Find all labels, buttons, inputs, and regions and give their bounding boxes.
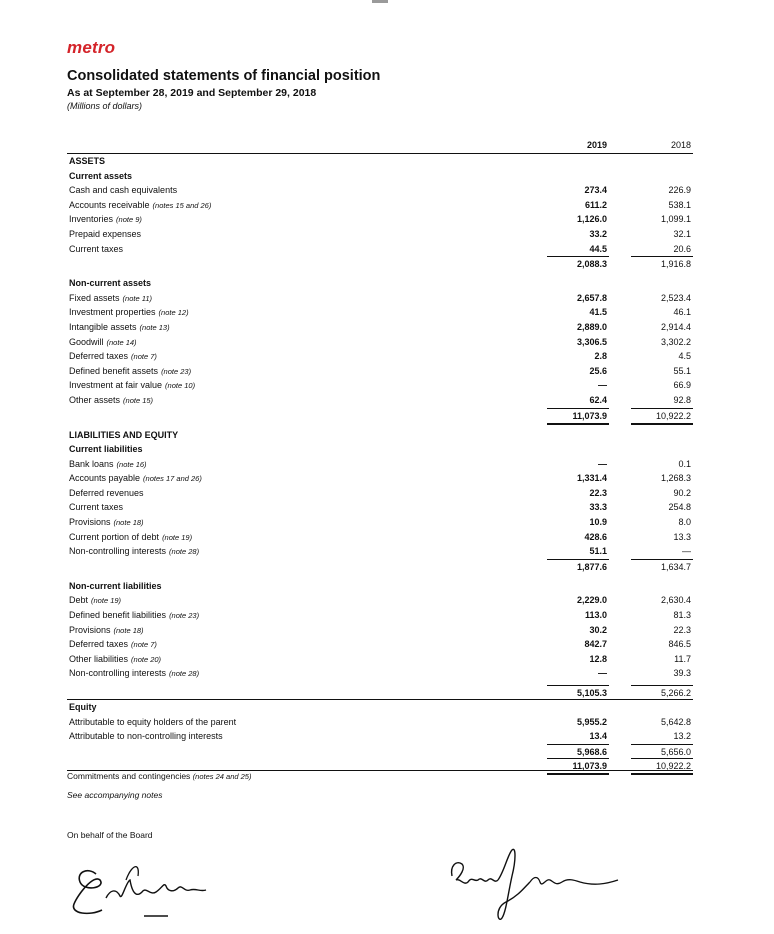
total-2018: 5,656.0: [631, 744, 693, 759]
table-row: [67, 530, 693, 545]
value-2019: 30.2: [589, 624, 607, 635]
value-2019: 5,955.2: [576, 716, 607, 727]
row-note-reference: (note 20): [131, 654, 162, 664]
noncurrent-assets-rows: [67, 291, 693, 408]
noncurrent-liabilities-heading-row: [67, 579, 693, 594]
value-2018: 2,523.4: [660, 292, 691, 303]
row-note-reference: (notes 17 and 26): [143, 474, 202, 484]
page-title: Consolidated statements of financial position: [67, 68, 381, 84]
row-label: [69, 637, 157, 653]
table-row: [67, 393, 693, 408]
row-label: [69, 378, 195, 394]
value-2019: 10.9: [589, 517, 607, 528]
row-label-text: Current taxes: [69, 502, 124, 513]
table-row: [67, 544, 693, 559]
noncurrent-liabilities-total: [67, 685, 693, 699]
row-label: [69, 349, 157, 365]
row-label: [69, 623, 144, 639]
row-label-text: Defined benefit assets: [69, 365, 159, 376]
value-2018: 20.6: [673, 243, 691, 254]
row-note-reference: (note 7): [131, 352, 157, 362]
value-2019: 2,229.0: [576, 595, 607, 606]
row-note-reference: (note 10): [165, 381, 196, 391]
value-2018: 13.3: [673, 531, 691, 542]
row-label-text: Current taxes: [69, 243, 124, 254]
row-label: [69, 457, 147, 473]
total-assets: [67, 408, 693, 422]
total-liabilities-and-equity: [67, 758, 693, 772]
value-2018: 5,642.8: [660, 716, 691, 727]
value-2018: 90.2: [673, 487, 691, 498]
equity-rows: [67, 715, 693, 744]
total-2019: 5,968.6: [547, 744, 609, 759]
row-label: [69, 593, 121, 609]
row-label: [69, 544, 199, 560]
row-label: [69, 486, 144, 501]
value-2019: —: [598, 380, 607, 391]
value-2018: 2,630.4: [660, 595, 691, 606]
table-row: [67, 729, 693, 744]
row-note-reference: (note 9): [116, 215, 142, 225]
row-label: [69, 500, 123, 515]
value-2019: 51.1: [589, 546, 607, 557]
row-label-text: Intangible assets: [69, 321, 137, 332]
row-label: [69, 335, 137, 351]
liabilities-heading-row: [67, 428, 693, 443]
value-2018: 538.1: [668, 199, 691, 210]
value-2019: 41.5: [589, 307, 607, 318]
row-label: [69, 183, 177, 198]
table-row: [67, 212, 693, 227]
row-label-text: Prepaid expenses: [69, 228, 142, 239]
value-2018: 1,099.1: [660, 214, 691, 225]
financial-position-table: [67, 140, 693, 771]
row-label-text: Debt: [69, 595, 89, 606]
table-row: [67, 291, 693, 306]
commitments-text: Commitments and contingencies: [67, 771, 191, 781]
subsection-heading: Non-current assets: [69, 278, 152, 289]
table-row: [67, 335, 693, 350]
see-notes-line: See accompanying notes: [67, 790, 163, 800]
row-label: [69, 515, 144, 531]
current-assets-rows: [67, 183, 693, 256]
row-label: [69, 227, 141, 242]
table-row: [67, 242, 693, 257]
row-note-reference: (note 7): [131, 640, 157, 650]
row-label-text: Investment at fair value: [69, 380, 163, 391]
units-caption: (Millions of dollars): [67, 101, 143, 111]
table-row: [67, 364, 693, 379]
current-liabilities-rows: [67, 457, 693, 559]
signature-left: [66, 852, 226, 922]
value-2018: 39.3: [673, 668, 691, 679]
current-liabilities-total: [67, 559, 693, 573]
row-label-text: Accounts receivable: [69, 199, 150, 210]
value-2019: 842.7: [584, 639, 607, 650]
table-row: [67, 593, 693, 608]
equity-heading-row: [67, 700, 693, 715]
commitments-note: (notes 24 and 25): [192, 772, 252, 781]
value-2019: —: [598, 458, 607, 469]
table-row: [67, 349, 693, 364]
column-header-row: [67, 140, 693, 154]
value-2019: 62.4: [589, 394, 607, 405]
total-2018: 1,634.7: [631, 559, 693, 574]
value-2018: 3,302.2: [660, 336, 691, 347]
company-logo: metro: [67, 38, 116, 57]
total-2019: 1,877.6: [547, 559, 609, 574]
value-2018: 32.1: [673, 228, 691, 239]
table-row: [67, 486, 693, 501]
value-2019: 33.2: [589, 228, 607, 239]
total-2019: 11,073.9: [547, 408, 609, 425]
board-line: On behalf of the Board: [67, 830, 153, 840]
value-2019: —: [598, 668, 607, 679]
row-note-reference: (note 18): [113, 625, 144, 635]
value-2018: 81.3: [673, 610, 691, 621]
assets-heading-row: [67, 154, 693, 169]
subsection-heading: Current liabilities: [69, 444, 143, 455]
table-row: [67, 500, 693, 515]
row-label: [69, 305, 189, 321]
value-2019: 25.6: [589, 365, 607, 376]
value-2018: 2,914.4: [660, 321, 691, 332]
grand-total-2018: 10,922.2: [631, 758, 693, 775]
subsection-heading: Non-current liabilities: [69, 580, 162, 591]
value-2018: —: [682, 546, 691, 557]
row-label: [69, 652, 161, 668]
row-label-text: Inventories: [69, 214, 114, 225]
value-2019: 13.4: [589, 731, 607, 742]
row-label-text: Attributable to non-controlling interests: [69, 731, 223, 742]
row-label-text: Other assets: [69, 394, 121, 405]
table-row: [67, 198, 693, 213]
total-2019: 2,088.3: [547, 256, 609, 271]
value-2018: 4.5: [678, 351, 691, 362]
value-2019: 22.3: [589, 487, 607, 498]
section-heading: LIABILITIES AND EQUITY: [69, 429, 179, 440]
table-row: [67, 623, 693, 638]
value-2019: 2,657.8: [576, 292, 607, 303]
value-2019: 12.8: [589, 653, 607, 664]
row-note-reference: (note 18): [113, 518, 144, 528]
row-label-text: Defined benefit liabilities: [69, 610, 167, 621]
total-2019: 5,105.3: [547, 685, 609, 700]
value-2019: 428.6: [584, 531, 607, 542]
row-label-text: Cash and cash equivalents: [69, 185, 178, 196]
value-2018: 0.1: [678, 458, 691, 469]
current-assets-total: [67, 256, 693, 270]
signature-right: [446, 846, 626, 926]
table-row: [67, 608, 693, 623]
row-label-text: Deferred revenues: [69, 487, 144, 498]
row-note-reference: (note 28): [169, 547, 200, 557]
row-label: [69, 212, 142, 228]
row-note-reference: (note 23): [161, 366, 192, 376]
value-2018: 846.5: [668, 639, 691, 650]
value-2018: 66.9: [673, 380, 691, 391]
current-liabilities-heading-row: [67, 442, 693, 457]
row-label-text: Deferred taxes: [69, 351, 129, 362]
value-2019: 33.3: [589, 502, 607, 513]
table-row: [67, 378, 693, 393]
subsection-heading: Current assets: [69, 170, 133, 181]
value-2019: 273.4: [584, 185, 607, 196]
row-label: [69, 666, 199, 682]
table-row: [67, 637, 693, 652]
current-assets-heading-row: [67, 169, 693, 184]
row-note-reference: (note 16): [116, 459, 147, 469]
row-note-reference: (note 19): [162, 532, 193, 542]
row-label: [69, 198, 211, 214]
row-label: [69, 242, 123, 257]
value-2019: 1,126.0: [576, 214, 607, 225]
commitments-line: [67, 771, 251, 781]
row-label: [69, 608, 199, 624]
table-row: [67, 305, 693, 320]
value-2018: 55.1: [673, 365, 691, 376]
value-2018: 8.0: [678, 517, 691, 528]
value-2019: 2,889.0: [576, 321, 607, 332]
row-note-reference: (note 14): [106, 337, 137, 347]
row-label: [69, 729, 223, 744]
row-label: [69, 364, 191, 380]
value-2018: 22.3: [673, 624, 691, 635]
page-top-marker: [372, 0, 388, 3]
noncurrent-assets-heading-row: [67, 276, 693, 291]
total-2018: 5,266.2: [631, 685, 693, 700]
row-note-reference: (note 28): [169, 669, 200, 679]
row-label-text: Attributable to equity holders of the parent: [69, 716, 237, 727]
row-label-text: Provisions: [69, 517, 111, 528]
total-2018: 1,916.8: [631, 256, 693, 271]
value-2018: 46.1: [673, 307, 691, 318]
value-2019: 2.8: [594, 351, 607, 362]
value-2018: 1,268.3: [660, 473, 691, 484]
value-2018: 13.2: [673, 731, 691, 742]
row-label-text: Provisions: [69, 624, 111, 635]
row-label-text: Investment properties: [69, 307, 156, 318]
noncurrent-liabilities-rows: [67, 593, 693, 681]
row-note-reference: (note 13): [139, 322, 170, 332]
row-note-reference: (note 23): [169, 611, 200, 621]
grand-total-2019: 11,073.9: [547, 758, 609, 775]
row-label: [69, 393, 153, 409]
row-label-text: Accounts payable: [69, 473, 141, 484]
row-label: [69, 530, 192, 546]
row-label-text: Current portion of debt: [69, 531, 160, 542]
row-note-reference: (notes 15 and 26): [152, 200, 212, 210]
value-2018: 11.7: [674, 653, 691, 664]
row-label-text: Non-controlling interests: [69, 668, 167, 679]
value-2019: 611.2: [584, 199, 607, 210]
page-subtitle: As at September 28, 2019 and September 29, 2018: [67, 87, 317, 99]
row-label: [69, 320, 170, 336]
value-2019: 1,331.4: [576, 473, 607, 484]
row-label-text: Non-controlling interests: [69, 546, 167, 557]
row-label: [69, 715, 236, 730]
equity-total: [67, 744, 693, 758]
value-2018: 254.8: [668, 502, 691, 513]
table-row: [67, 666, 693, 681]
subsection-heading: Equity: [69, 702, 97, 712]
value-2019: 3,306.5: [576, 336, 607, 347]
row-label-text: Fixed assets: [69, 292, 120, 303]
value-2019: 44.5: [589, 243, 607, 254]
table-row: [67, 227, 693, 242]
value-2019: 113.0: [584, 610, 607, 621]
value-2018: 226.9: [668, 185, 691, 196]
table-row: [67, 715, 693, 730]
row-label: [69, 291, 152, 307]
row-label-text: Bank loans: [69, 458, 114, 469]
row-label-text: Goodwill: [69, 336, 104, 347]
row-note-reference: (note 11): [122, 293, 152, 303]
table-row: [67, 320, 693, 335]
table-row: [67, 652, 693, 667]
row-label-text: Deferred taxes: [69, 639, 129, 650]
row-note-reference: (note 12): [158, 308, 189, 318]
column-header-2019: 2019: [586, 140, 607, 150]
section-heading: ASSETS: [69, 156, 106, 166]
row-note-reference: (note 15): [123, 395, 154, 405]
row-label: [69, 471, 202, 487]
table-row: [67, 183, 693, 198]
table-row: [67, 515, 693, 530]
row-label-text: Other liabilities: [69, 653, 129, 664]
column-header-2018: 2018: [670, 140, 691, 150]
total-2018: 10,922.2: [631, 408, 693, 425]
table-row: [67, 471, 693, 486]
table-row: [67, 457, 693, 472]
value-2018: 92.8: [673, 394, 691, 405]
row-note-reference: (note 19): [91, 596, 122, 606]
